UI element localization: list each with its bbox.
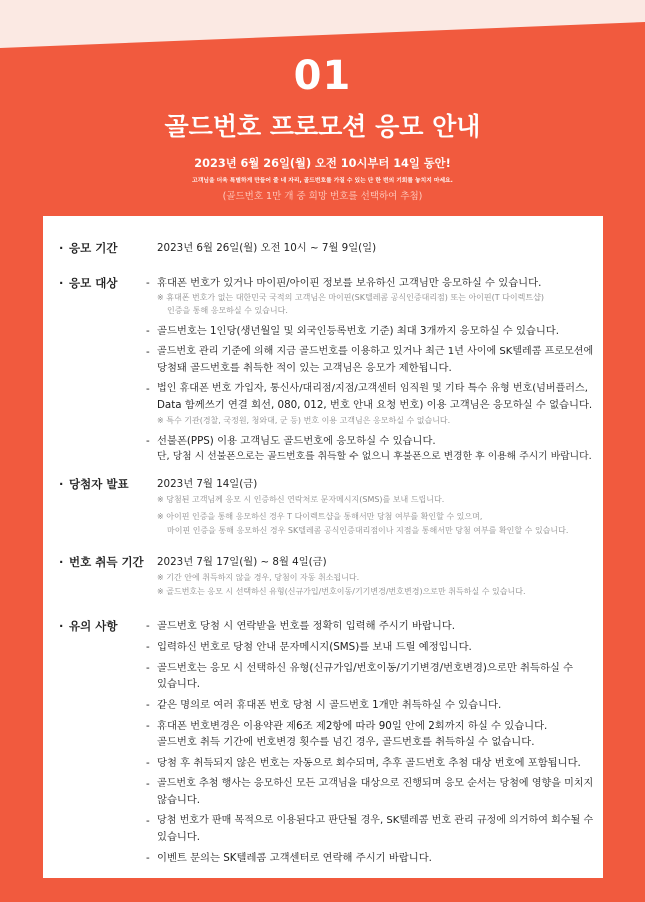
list-item-continued (146, 397, 596, 413)
item-text: 입력하신 번호로 당첨 안내 문자메시지(SMS)를 보내 드릴 예정입니다. (157, 641, 472, 653)
bullet: · (59, 477, 64, 491)
list-item (146, 323, 596, 339)
hero-period-line: 2023년 6월 26일(월) 오전 10시부터 14일 동안! (194, 157, 451, 170)
dash: - (146, 383, 150, 395)
list-item (146, 660, 596, 676)
dash: - (146, 720, 150, 732)
list-item (146, 618, 596, 634)
list-item (146, 813, 596, 829)
list-item-continued (146, 360, 596, 376)
note: ※ 기간 안에 취득하지 않을 경우, 당첨이 자동 취소됩니다. (157, 573, 360, 582)
label-text: 당첨자 발표 (69, 477, 129, 491)
item-text: 당첨 번호가 판매 목적으로 이용된다고 판단될 경우, SK텔레콤 번호 관리 규정에 의거하여 회수될 수 (157, 815, 594, 826)
section-label (59, 554, 144, 570)
list-item (146, 275, 596, 291)
item-text: 골드번호 추첨 행사는 응모하신 모든 고객님을 대상으로 진행되며 응모 순서는 당첨에 영향을 미치지 (157, 778, 594, 789)
page-title: 골드번호 프로모션 응모 안내 (164, 112, 481, 141)
info-card (43, 216, 603, 878)
dash: - (146, 662, 150, 674)
list-item (146, 344, 596, 360)
dash: - (146, 815, 150, 827)
item-text: 골드번호는 1인당(생년월일 및 외국인등록번호 기준) 최대 3개까지 응모하실 수 있습니다. (157, 325, 560, 337)
item-text: 골드번호 당첨 시 연락받을 번호를 정확히 입력해 주시기 바랍니다. (157, 620, 456, 632)
dash: - (146, 757, 150, 769)
item-text: 법인 휴대폰 번호 가입자, 통신사/대리점/지점/고객센터 임직원 및 기타 특수 유형 번호(넘버플러스, (157, 383, 588, 394)
list-item (146, 697, 596, 713)
bullet: · (59, 276, 64, 290)
item-text: 골드번호는 응모 시 선택하신 유형(신규가입/번호이동/기기변경/번호변경)으로만 취득하실 수 (157, 662, 574, 674)
item-text: 단, 당첨 시 선불폰으로는 골드번호를 취득할 수 없으니 후불폰으로 변경한 후 이용해 주시기 바랍니다. (157, 451, 592, 462)
item-text: 선불폰(PPS) 이용 고객님도 골드번호에 응모하실 수 있습니다. (157, 435, 436, 447)
dash: - (146, 435, 150, 447)
list-item (146, 755, 596, 771)
item-text: 휴대폰 번호가 있거나 마이핀/아이핀 정보를 보유하신 고객님만 응모하실 수 있습니다. (157, 277, 542, 289)
list-item (146, 776, 596, 792)
bullet: · (59, 555, 64, 569)
label-text: 유의 사항 (69, 619, 118, 633)
list-item (146, 381, 596, 397)
item-text: 당첨 후 취득되지 않은 번호는 자동으로 회수되며, 추후 골드번호 추첨 대상 번호에 포함됩니다. (157, 757, 581, 769)
note: 마이핀 인증을 통해 응모하신 경우 SK텔레콤 공식인증대리점이나 지점을 통해서만 당첨 여부를 확인할 수 있습니다. (167, 526, 569, 535)
bullet: · (59, 619, 64, 633)
section-label (59, 275, 117, 291)
dash: - (146, 346, 150, 358)
dash: - (146, 778, 150, 790)
dash: - (146, 641, 150, 653)
item-text: Data 함께쓰기 연결 회선, 080, 012, 번호 안내 요청 번호) 이용 고객님은 응모하실 수 없습니다. (157, 399, 593, 411)
item-text: 휴대폰 번호변경은 이용약관 제6조 제2항에 따라 90일 안에 2회까지 하실 수 있습니다. (157, 720, 548, 732)
item-text: 골드번호 취득 기간에 번호변경 횟수를 넘긴 경우, 골드번호를 취득하실 수 없습니다. (157, 736, 535, 748)
label-text: 응모 기간 (69, 241, 118, 255)
note: ※ 아이핀 인증을 통해 응모하신 경우 T 다이렉트샵을 통해서만 당첨 여부를 확인할 수 있으며, (157, 512, 483, 521)
hero-description-line: 고객님을 더욱 특별하게 만들어 줄 네 자리, 골드번호를 가질 수 있는 단 한 번의 기회를 놓치지 마세요. (192, 178, 453, 184)
dash: - (146, 852, 150, 864)
list-item-continued (146, 829, 596, 845)
dash: - (146, 620, 150, 632)
note: ※ 휴대폰 번호가 없는 대한민국 국적의 고객님은 마이핀(SK텔레콤 공식인증대리점) 또는 아이핀(T 다이렉트샵) (157, 293, 544, 302)
item-text: 않습니다. (157, 794, 201, 806)
dash: - (146, 699, 150, 711)
list-item (146, 433, 596, 449)
section-number: 01 (293, 53, 352, 99)
acquire-value: 2023년 7월 17일(월) ~ 8월 4일(금) (157, 556, 327, 568)
item-text: 골드번호 관리 기준에 의해 지금 골드번호를 이용하고 있거나 최근 1년 사이에 SK텔레콤 프로모션에 (157, 346, 594, 357)
section-label (59, 476, 129, 492)
list-item-continued (146, 734, 596, 750)
section-label (59, 240, 117, 256)
list-item-continued (146, 676, 596, 692)
top-decoration (0, 0, 645, 60)
item-text: 이벤트 문의는 SK텔레콤 고객센터로 연락해 주시기 바랍니다. (157, 852, 432, 864)
item-text: 같은 명의로 여러 휴대폰 번호 당첨 시 골드번호 1개만 취득하실 수 있습니다. (157, 699, 502, 711)
hero-note-line: (골드번호 1만 개 중 희망 번호를 선택하여 추첨) (222, 191, 423, 202)
item-text: 있습니다. (157, 831, 201, 843)
note: 인증을 통해 응모하실 수 있습니다. (167, 306, 288, 315)
label-text: 번호 취득 기간 (69, 555, 144, 569)
dash: - (146, 277, 150, 289)
item-text: 있습니다. (157, 678, 201, 690)
period-value: 2023년 6월 26일(월) 오전 10시 ~ 7월 9일(일) (157, 242, 377, 254)
list-item-continued (146, 792, 596, 808)
note: ※ 당첨된 고객님께 응모 시 인증하신 연락처로 문자메시지(SMS)를 보내 드립니다. (157, 495, 445, 504)
section-label (59, 618, 117, 634)
note: ※ 골드번호는 응모 시 선택하신 유형(신규가입/번호이동/기기변경/번호변경)으로만 취득하실 수 있습니다. (157, 587, 526, 596)
note: ※ 특수 기관(경찰, 국정원, 청와대, 군 등) 번호 이용 고객님은 응모하실 수 없습니다. (157, 416, 451, 425)
list-item-continued (146, 449, 596, 465)
list-item (146, 718, 596, 734)
bullet: · (59, 241, 64, 255)
label-text: 응모 대상 (69, 276, 118, 290)
dash: - (146, 325, 150, 337)
announce-value: 2023년 7월 14일(금) (157, 478, 258, 490)
list-item (146, 639, 596, 655)
item-text: 당첨돼 골드번호를 취득한 적이 있는 고객님은 응모가 제한됩니다. (157, 362, 452, 374)
list-item (146, 850, 596, 866)
